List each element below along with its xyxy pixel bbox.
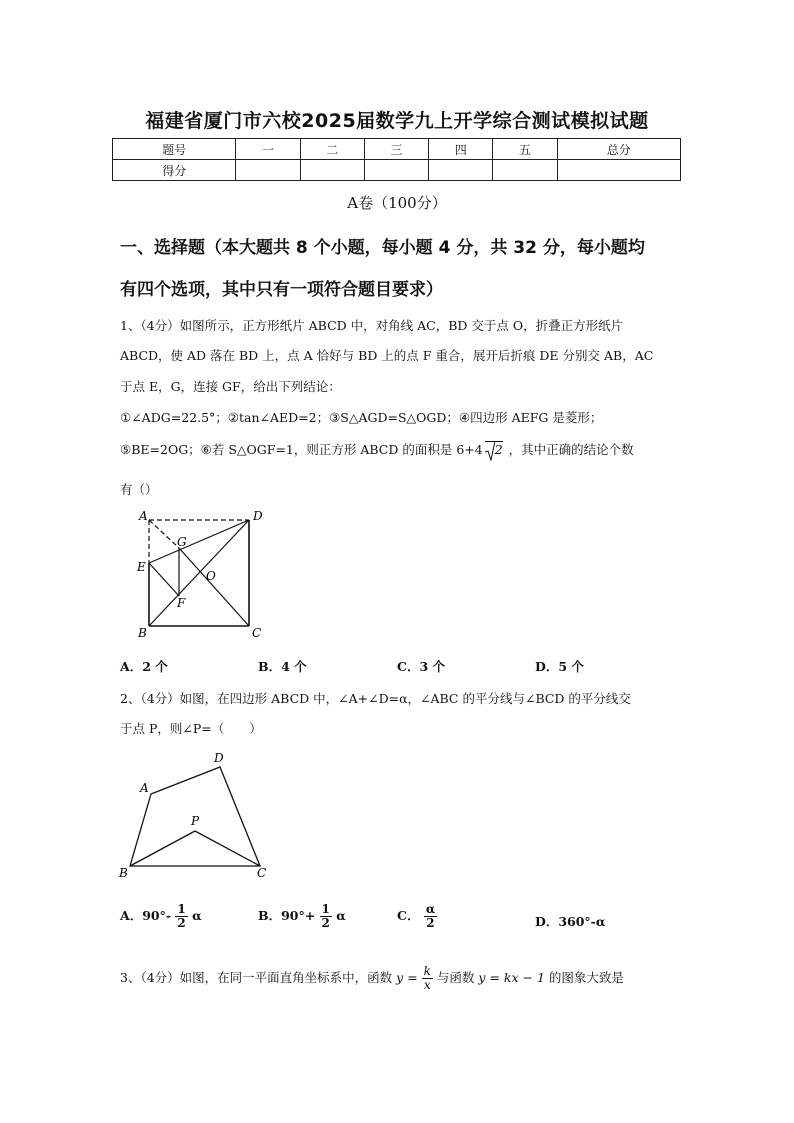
option-suffix: α <box>192 908 202 923</box>
fraction-one-half <box>320 903 332 930</box>
fraction-k-over-x <box>422 965 433 992</box>
label-g: G <box>177 535 187 549</box>
q1-line1: 1、（4分）如图所示，正方形纸片 ABCD 中，对角线 AC，BD 交于点 O，折叠正方形纸片 <box>120 318 624 333</box>
q2-line1: 2、（4分）如图，在四边形 ABCD 中，∠A+∠D=α，∠ABC 的平分线与∠BCD 的平分线交 <box>120 691 631 706</box>
paper-a-heading: A卷（100分） <box>347 194 447 212</box>
q1-option-c[interactable]: C．3 个 <box>397 659 445 674</box>
q1-line2: ABCD，使 AD 落在 BD 上，点 A 恰好与 BD 上的点 F 重合，展开后折痕 DE 分别交 AB，AC <box>120 348 654 363</box>
q1-option-a[interactable]: A．2 个 <box>120 659 168 674</box>
table-cell: 三 <box>364 139 428 160</box>
option-prefix: C． <box>397 908 420 923</box>
q2-option-a[interactable] <box>120 903 202 930</box>
q3-y1: y = <box>396 970 418 985</box>
denominator: 2 <box>177 916 186 930</box>
denominator: 2 <box>426 916 435 930</box>
q1-line4: ①∠ADG=22.5°；②tan∠AED=2；③S△AGD=S△OGD；④四边形 AEFG 是菱形； <box>120 410 603 425</box>
q1-line5-text: ⑤BE=2OG；⑥若 S△OGF=1，则正方形 ABCD 的面积是 6+4 <box>120 442 483 457</box>
sqrt-symbol <box>485 441 503 457</box>
section-heading-line1: 一、选择题（本大题共 8 个小题，每小题 4 分，共 32 分，每小题均 <box>120 238 645 258</box>
section-heading-line2: 有四个选项，其中只有一项符合题目要求） <box>120 280 443 300</box>
radical-icon <box>485 441 495 461</box>
label-d: D <box>214 751 224 765</box>
q2-line2: 于点 P，则∠P=（ ） <box>120 721 262 736</box>
label-a: A <box>140 781 149 795</box>
label-d: D <box>253 509 263 523</box>
q3-text-mid: 与函数 <box>436 970 475 985</box>
numerator: 1 <box>321 902 330 916</box>
table-cell: 一 <box>236 139 300 160</box>
q1-square-figure <box>132 506 272 646</box>
option-prefix: B．90°+ <box>258 908 316 923</box>
label-f: F <box>177 596 186 610</box>
q1-line5-tail: ，其中正确的结论个数 <box>508 442 634 457</box>
table-cell: 总分 <box>557 139 680 160</box>
label-p: P <box>191 814 200 828</box>
q2-quadrilateral-figure <box>112 748 272 883</box>
option-prefix: A．90°- <box>120 908 172 923</box>
denominator: x <box>423 978 431 992</box>
fraction-one-half <box>175 903 187 930</box>
q2-option-c[interactable] <box>397 903 437 930</box>
label-b: B <box>119 866 128 880</box>
page-title: 福建省厦门市六校2025届数学九上开学综合测试模拟试题 <box>145 110 649 132</box>
q2-option-d[interactable]: D．360°-α <box>535 914 606 929</box>
numerator: k <box>423 964 431 978</box>
table-cell: 二 <box>300 139 364 160</box>
denominator: 2 <box>321 916 330 930</box>
score-blank <box>557 160 680 181</box>
score-table <box>112 138 681 181</box>
q1-line6: 有（） <box>120 482 158 497</box>
q2-option-b[interactable] <box>258 903 346 930</box>
label-a: A <box>139 509 148 523</box>
label-o: O <box>206 569 216 583</box>
table-cell: 题号 <box>113 139 236 160</box>
q3-text-post: 的图象大致是 <box>548 970 624 985</box>
score-blank <box>364 160 428 181</box>
score-table-score-row <box>113 160 681 181</box>
q3-text-pre: 3、（4分）如图，在同一平面直角坐标系中，函数 <box>120 970 393 985</box>
fraction-alpha-half <box>424 903 437 930</box>
q1-option-d[interactable]: D．5 个 <box>535 659 584 674</box>
option-suffix: α <box>336 908 346 923</box>
numerator: 1 <box>177 902 186 916</box>
score-blank <box>236 160 300 181</box>
numerator: α <box>425 902 436 916</box>
sqrt-argument: 2 <box>494 442 503 457</box>
table-cell: 四 <box>429 139 493 160</box>
table-cell: 五 <box>493 139 557 160</box>
label-b: B <box>138 626 147 640</box>
label-e: E <box>137 560 146 574</box>
table-cell: 得分 <box>113 160 236 181</box>
q1-line3: 于点 E，G，连接 GF，给出下列结论： <box>120 379 341 394</box>
score-blank <box>493 160 557 181</box>
q3-line1 <box>120 965 624 992</box>
q1-option-b[interactable]: B．4 个 <box>258 659 307 674</box>
score-blank <box>429 160 493 181</box>
score-blank <box>300 160 364 181</box>
label-c: C <box>257 866 267 880</box>
label-c: C <box>252 626 262 640</box>
q3-expression: y = kx − 1 <box>478 970 545 985</box>
score-table-header-row <box>113 139 681 160</box>
q1-line5 <box>120 440 634 458</box>
